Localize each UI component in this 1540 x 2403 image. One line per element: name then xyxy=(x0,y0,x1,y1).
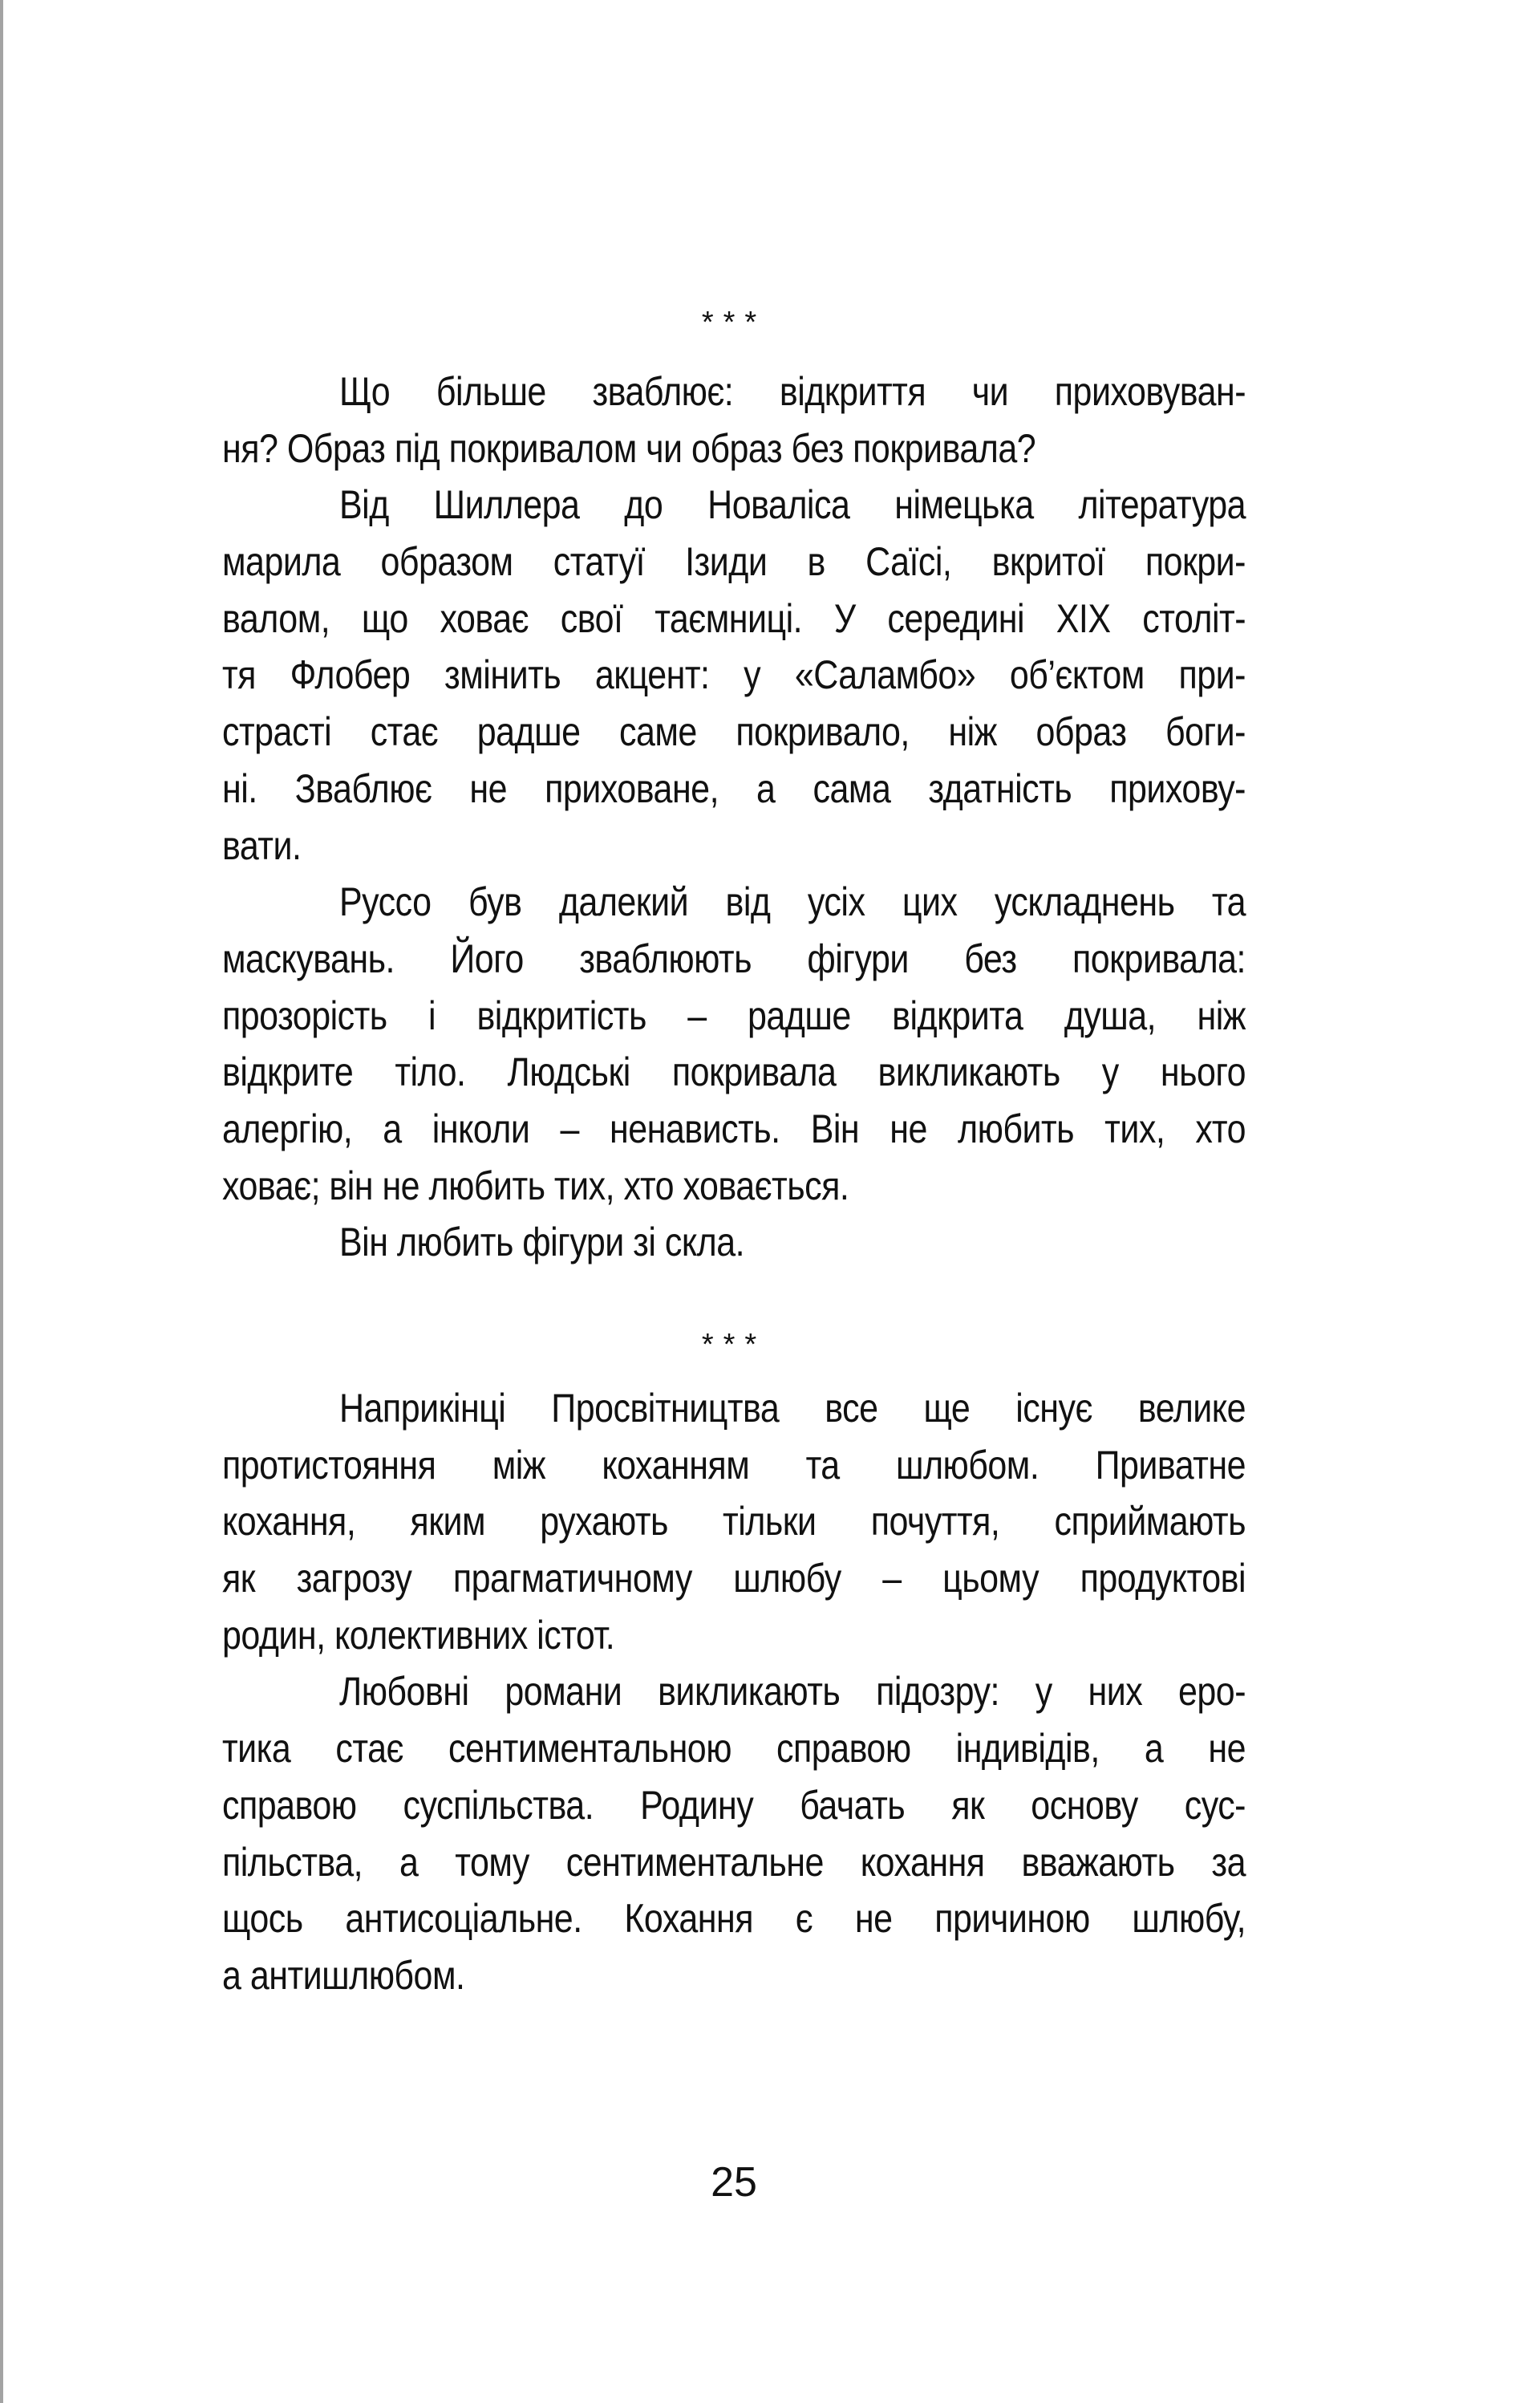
text-line-content: Від Шиллера до Новаліса німецька література xyxy=(339,482,1246,528)
text-line xyxy=(222,874,1246,931)
text-line-content: Наприкінці Просвітництва все ще існує велике xyxy=(339,1386,1246,1431)
text-line-content: пільства, а тому сентиментальне кохання вважають за xyxy=(222,1839,1246,1885)
text-line xyxy=(222,1214,1246,1271)
text-line-content: тика стає сентиментальною справою індивідів, а не xyxy=(222,1726,1246,1772)
text-line xyxy=(222,1890,1246,1947)
text-line xyxy=(222,1947,1246,2004)
text-line-content: як загрозу прагматичному шлюбу – цьому продуктові xyxy=(222,1556,1246,1601)
text-line xyxy=(222,1493,1246,1550)
text-line-content: протистояння між коханням та шлюбом. Приватне xyxy=(222,1442,1246,1488)
page-left-edge xyxy=(0,0,3,2403)
text-line xyxy=(222,1607,1246,1664)
text-line xyxy=(222,1550,1246,1607)
text-line-content: ня? Образ під покривалом чи образ без покривала? xyxy=(222,425,1036,471)
text-line xyxy=(222,1101,1246,1158)
text-line-content: справою суспільства. Родину бачать як основу сус- xyxy=(222,1782,1246,1828)
text-line-content: Що більше зваблює: відкриття чи приховуван- xyxy=(339,369,1246,414)
text-line xyxy=(222,1158,1246,1215)
text-line-content: валом, що ховає свої таємниці. У середині XIX століт- xyxy=(222,595,1246,641)
text-line-content: щось антисоціальне. Кохання є не причиною шлюбу, xyxy=(222,1896,1246,1942)
text-line-content: марила образом статуї Ізиди в Саїсі, вкритої покри- xyxy=(222,539,1246,585)
text-line xyxy=(222,647,1246,704)
text-line-content: прозорість і відкритість – радше відкрита душа, ніж xyxy=(222,992,1246,1038)
text-line xyxy=(222,931,1246,988)
text-line xyxy=(222,1720,1246,1777)
text-line xyxy=(222,1044,1246,1101)
section-1-text xyxy=(222,363,1246,1271)
text-line xyxy=(222,591,1246,647)
text-line-content: ховає; він не любить тих, хто ховається. xyxy=(222,1163,849,1208)
text-line-content: вати. xyxy=(222,822,302,868)
text-line xyxy=(222,704,1246,761)
text-line xyxy=(222,761,1246,818)
text-line-content: Він любить фігури зі скла. xyxy=(339,1220,745,1265)
text-line xyxy=(222,1663,1246,1720)
section-separator-2: *** xyxy=(701,1328,767,1362)
text-line xyxy=(222,363,1246,420)
text-line-content: Любовні романи викликають підозру: у них еро- xyxy=(339,1669,1246,1715)
text-line xyxy=(222,818,1246,875)
text-line xyxy=(222,1380,1246,1437)
section-2-text xyxy=(222,1380,1246,2004)
text-line-content: кохання, яким рухають тільки почуття, сприймають xyxy=(222,1499,1246,1544)
text-line-content: ні. Зваблює не приховане, а сама здатність прихову- xyxy=(222,765,1246,811)
text-line-content: тя Флобер змінить акцент: у «Саламбо» об’єктом при- xyxy=(222,652,1246,698)
text-line xyxy=(222,420,1246,477)
text-line-content: Руссо був далекий від усіх цих ускладнень та xyxy=(339,879,1246,925)
text-line xyxy=(222,534,1246,591)
text-line xyxy=(222,1777,1246,1834)
text-line xyxy=(222,1437,1246,1494)
section-separator-1: *** xyxy=(701,306,767,339)
text-line xyxy=(222,477,1246,534)
text-line-content: відкрите тіло. Людські покривала викликають у нього xyxy=(222,1049,1246,1095)
text-line-content: родин, колективних істот. xyxy=(222,1612,615,1658)
text-line xyxy=(222,988,1246,1045)
text-line-content: а антишлюбом. xyxy=(222,1952,465,1998)
text-line-content: алергію, а інколи – ненависть. Він не любить тих, хто xyxy=(222,1106,1246,1151)
page-number: 25 xyxy=(711,2159,757,2206)
text-line-content: страсті стає радше саме покривало, ніж образ боги- xyxy=(222,709,1246,755)
text-line xyxy=(222,1834,1246,1891)
text-line-content: маскувань. Його зваблюють фігури без покривала: xyxy=(222,936,1246,981)
